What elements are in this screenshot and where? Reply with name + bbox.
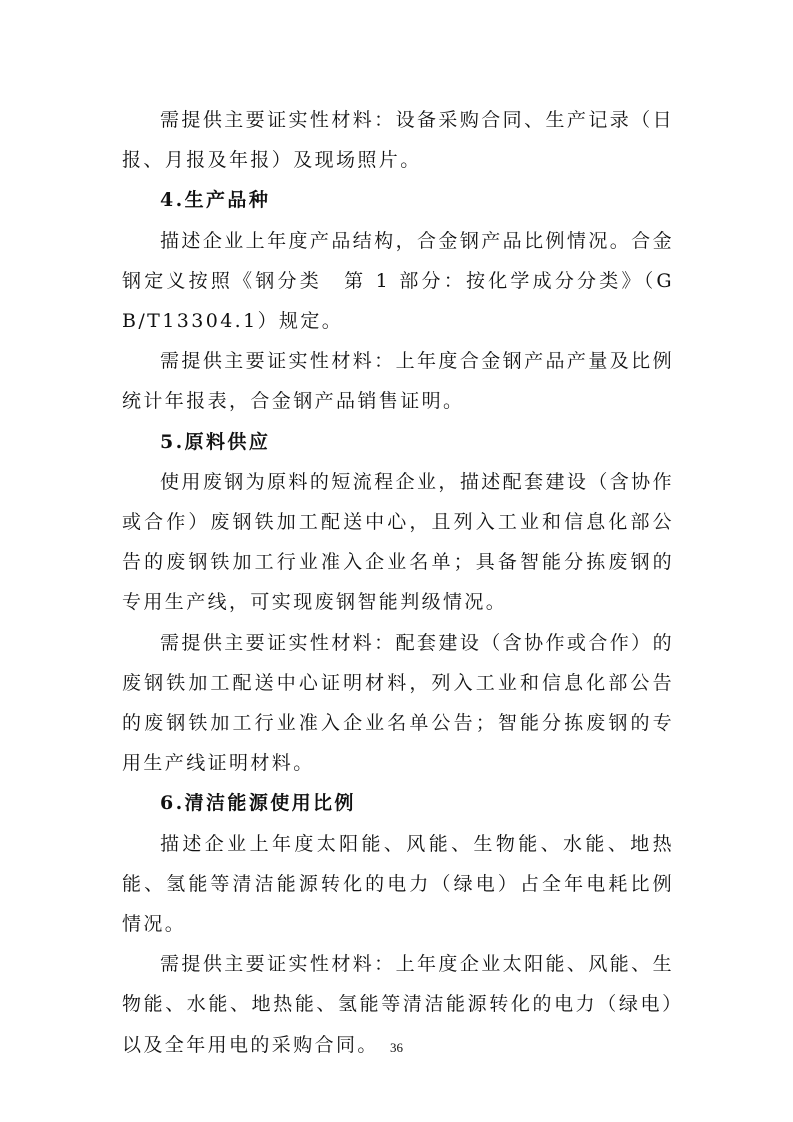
section-heading-product-variety: 4.生产品种 [160,189,271,212]
section-heading-raw-material-supply: 5.原料供应 [160,430,271,453]
paragraph-evidence-scrap-steel: 需提供主要证实性材料：配套建设（含协作或合作）的废钢铁加工配送中心证明材料，列入工业和信息化部公告的废钢铁加工行业准入企业名单公告；智能分拣废钢的专用生产线证明材料。 [122,631,674,775]
body-text [122,100,674,1065]
paragraph-scrap-steel-processing: 使用废钢为原料的短流程企业，描述配套建设（含协作或合作）废钢铁加工配送中心，且列入工业和信息化部公告的废钢铁加工行业准入企业名单；具备智能分拣废钢的专用生产线，可实现废钢智能判级情况。 [122,470,674,614]
section-heading-clean-energy-ratio: 6.清洁能源使用比例 [160,792,356,815]
paragraph-product-structure: 描述企业上年度产品结构，合金钢产品比例情况。合金钢定义按照《钢分类 第 1 部分：按化学成分分类》（GB/T13304.1）规定。 [122,229,674,333]
paragraph-clean-energy-description: 描述企业上年度太阳能、风能、生物能、水能、地热能、氢能等清洁能源转化的电力（绿电）占全年电耗比例情况。 [122,832,674,936]
paragraph-evidence-equipment: 需提供主要证实性材料：设备采购合同、生产记录（日报、月报及年报）及现场照片。 [122,109,674,172]
page-number: 36 [390,1040,403,1055]
paragraph-evidence-alloy-steel: 需提供主要证实性材料：上年度合金钢产品产量及比例统计年报表，合金钢产品销售证明。 [122,350,674,413]
paragraph-evidence-clean-energy: 需提供主要证实性材料：上年度企业太阳能、风能、生物能、水能、地热能、氢能等清洁能源转化的电力（绿电）以及全年用电的采购合同。 [122,953,674,1056]
